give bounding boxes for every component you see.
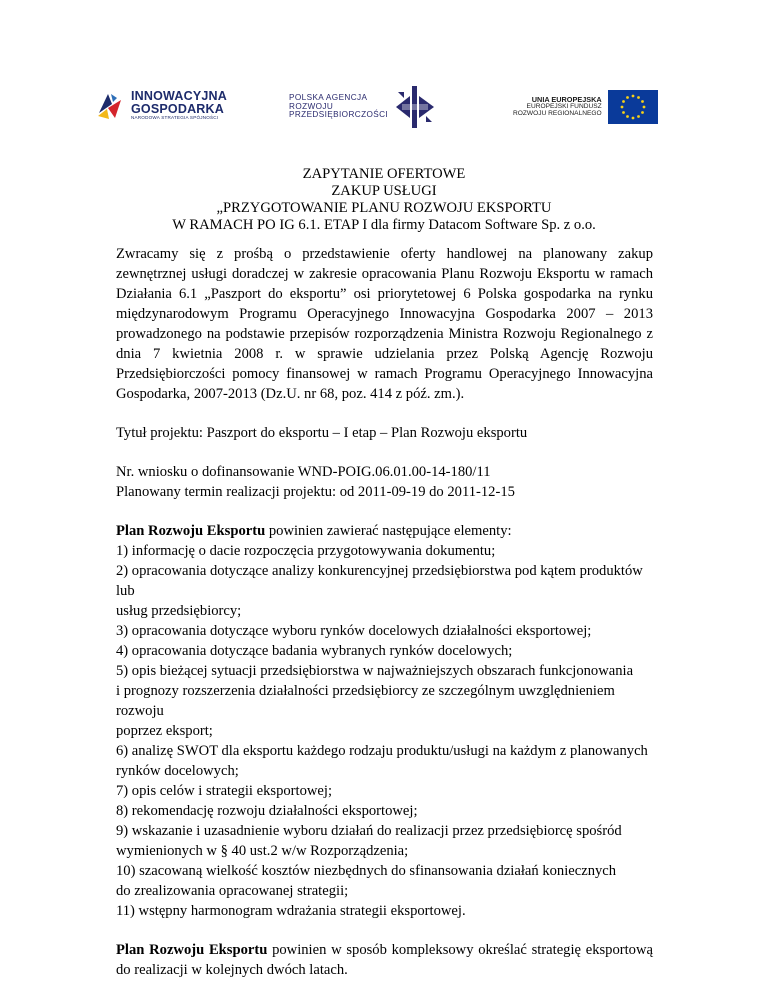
parp-logo-line3: PRZEDSIĘBIORCZOŚCI xyxy=(289,110,389,120)
parp-logo-line1: POLSKA AGENCJA xyxy=(289,93,368,103)
ig-logo-line3: NARODOWA STRATEGIA SPÓJNOŚCI xyxy=(131,115,219,121)
logo-bar xyxy=(0,84,768,136)
list-item: 8) rekomendację rozwoju działalności eksportowej; xyxy=(116,803,418,819)
intro-paragraph: Zwracamy się z prośbą o przedstawienie oferty handlowej na planowany zakup zewnętrznej usługi doradczej w zakresie opracowania Planu Rozwoju Eksportu w ramach Działania 6.1 „Paszport do eksportu” osi priorytetowej 6 Polska gospodarka na rynku międzynarodowym Programu Operacyjnego Innowacyjna Gospodarka 2007 – 2013 prowadzonego na podstawie przepisów rozporządzenia Ministra Rozwoju Regionalnego z dnia 7 kwietnia 2008 r. w sprawie udzielania przez Polską Agencję Rozwoju Przedsiębiorczości pomocy finansowej w ramach Programu Operacyjnego Innowacyjna Gospodarka, 2007-2013 (Dz.U. nr 68, poz. 414 z póź. zm.). xyxy=(116,246,653,402)
ig-logo-line2: GOSPODARKA xyxy=(131,102,224,117)
list-item: poprzez eksport; xyxy=(116,723,213,739)
project-title: Tytuł projektu: Paszport do eksportu – I etap – Plan Rozwoju eksportu xyxy=(116,425,528,441)
plan-intro-rest: powinien zawierać następujące elementy: xyxy=(265,523,512,539)
list-item: wymienionych w § 40 ust.2 w/w Rozporządzenia; xyxy=(116,843,409,859)
heading-line-2: ZAKUP USŁUGI xyxy=(331,183,437,199)
list-item: i prognozy rozszerzenia działalności przedsiębiorcy ze szczególnym uwzględnieniem rozwoju xyxy=(116,683,615,719)
list-item: 9) wskazanie i uzasadnienie wyboru działań do realizacji przez przedsiębiorcę spośród xyxy=(116,823,622,839)
list-item: 3) opracowania dotyczące wyboru rynków docelowych działalności eksportowej; xyxy=(116,623,592,639)
eu-logo-line2: EUROPEJSKI FUNDUSZ xyxy=(526,102,602,110)
eu-logo-line3: ROZWOJU REGIONALNEGO xyxy=(513,109,602,117)
list-item: 7) opis celów i strategii eksportowej; xyxy=(116,783,333,799)
plan-elements-list xyxy=(116,541,653,921)
list-item: 11) wstępny harmonogram wdrażania strategii eksportowej. xyxy=(116,903,466,919)
plan-final-paragraph xyxy=(116,940,653,980)
document-heading xyxy=(0,166,768,234)
parp-arrows-icon xyxy=(394,84,436,130)
list-item: do zrealizowania opracowanej strategii; xyxy=(116,883,349,899)
planned-term: Planowany termin realizacji projektu: od 2011-09-19 do 2011-12-15 xyxy=(116,484,515,500)
list-item: 2) opracowania dotyczące analizy konkurencyjnej przedsiębiorstwa pod kątem produktów lub xyxy=(116,563,643,599)
list-item: 5) opis bieżącej sytuacji przedsiębiorstwa w najważniejszych obszarach funkcjonowania xyxy=(116,663,634,679)
plan-bold-label: Plan Rozwoju Eksportu xyxy=(116,523,266,539)
list-item: usług przedsiębiorcy; xyxy=(116,603,242,619)
application-number: Nr. wniosku o dofinansowanie WND-POIG.06.01.00-14-180/11 xyxy=(116,464,491,480)
innowacyjna-gospodarka-logo xyxy=(95,90,227,121)
list-item: 10) szacowaną wielkość kosztów niezbędnych do sfinansowania działań koniecznych xyxy=(116,863,617,879)
eu-logo-line1: UNIA EUROPEJSKA xyxy=(531,95,602,105)
plan-final-bold-label: Plan Rozwoju Eksportu xyxy=(116,942,268,958)
list-item: 4) opracowania dotyczące badania wybranych rynków docelowych; xyxy=(116,643,513,659)
ig-logo-line1: INNOWACYJNA xyxy=(131,89,227,103)
eu-fund-logo xyxy=(513,90,658,124)
heading-line-4: W RAMACH PO IG 6.1. ETAP I dla firmy Datacom Software Sp. z o.o. xyxy=(172,217,596,233)
parp-logo-line2: ROZWOJU xyxy=(289,101,334,111)
innowacyjna-gospodarka-emblem-icon xyxy=(95,91,125,121)
list-item: 6) analizę SWOT dla eksportu każdego rodzaju produktu/usługi na każdym z planowanych xyxy=(116,743,648,759)
heading-line-1: ZAPYTANIE OFERTOWE xyxy=(302,166,466,182)
eu-flag-icon xyxy=(608,90,658,124)
document-body xyxy=(116,244,653,980)
list-item: 1) informację o dacie rozpoczęcia przygotowywania dokumentu; xyxy=(116,543,496,559)
plan-intro xyxy=(116,521,653,541)
parp-logo xyxy=(289,84,436,130)
plan-final-rest: powinien w sposób kompleksowy określać strategię eksportową do realizacji w kolejnych dwóch latach. xyxy=(116,942,653,978)
list-item: rynków docelowych; xyxy=(116,763,239,779)
heading-line-3: „PRZYGOTOWANIE PLANU ROZWOJU EKSPORTU xyxy=(216,200,552,216)
